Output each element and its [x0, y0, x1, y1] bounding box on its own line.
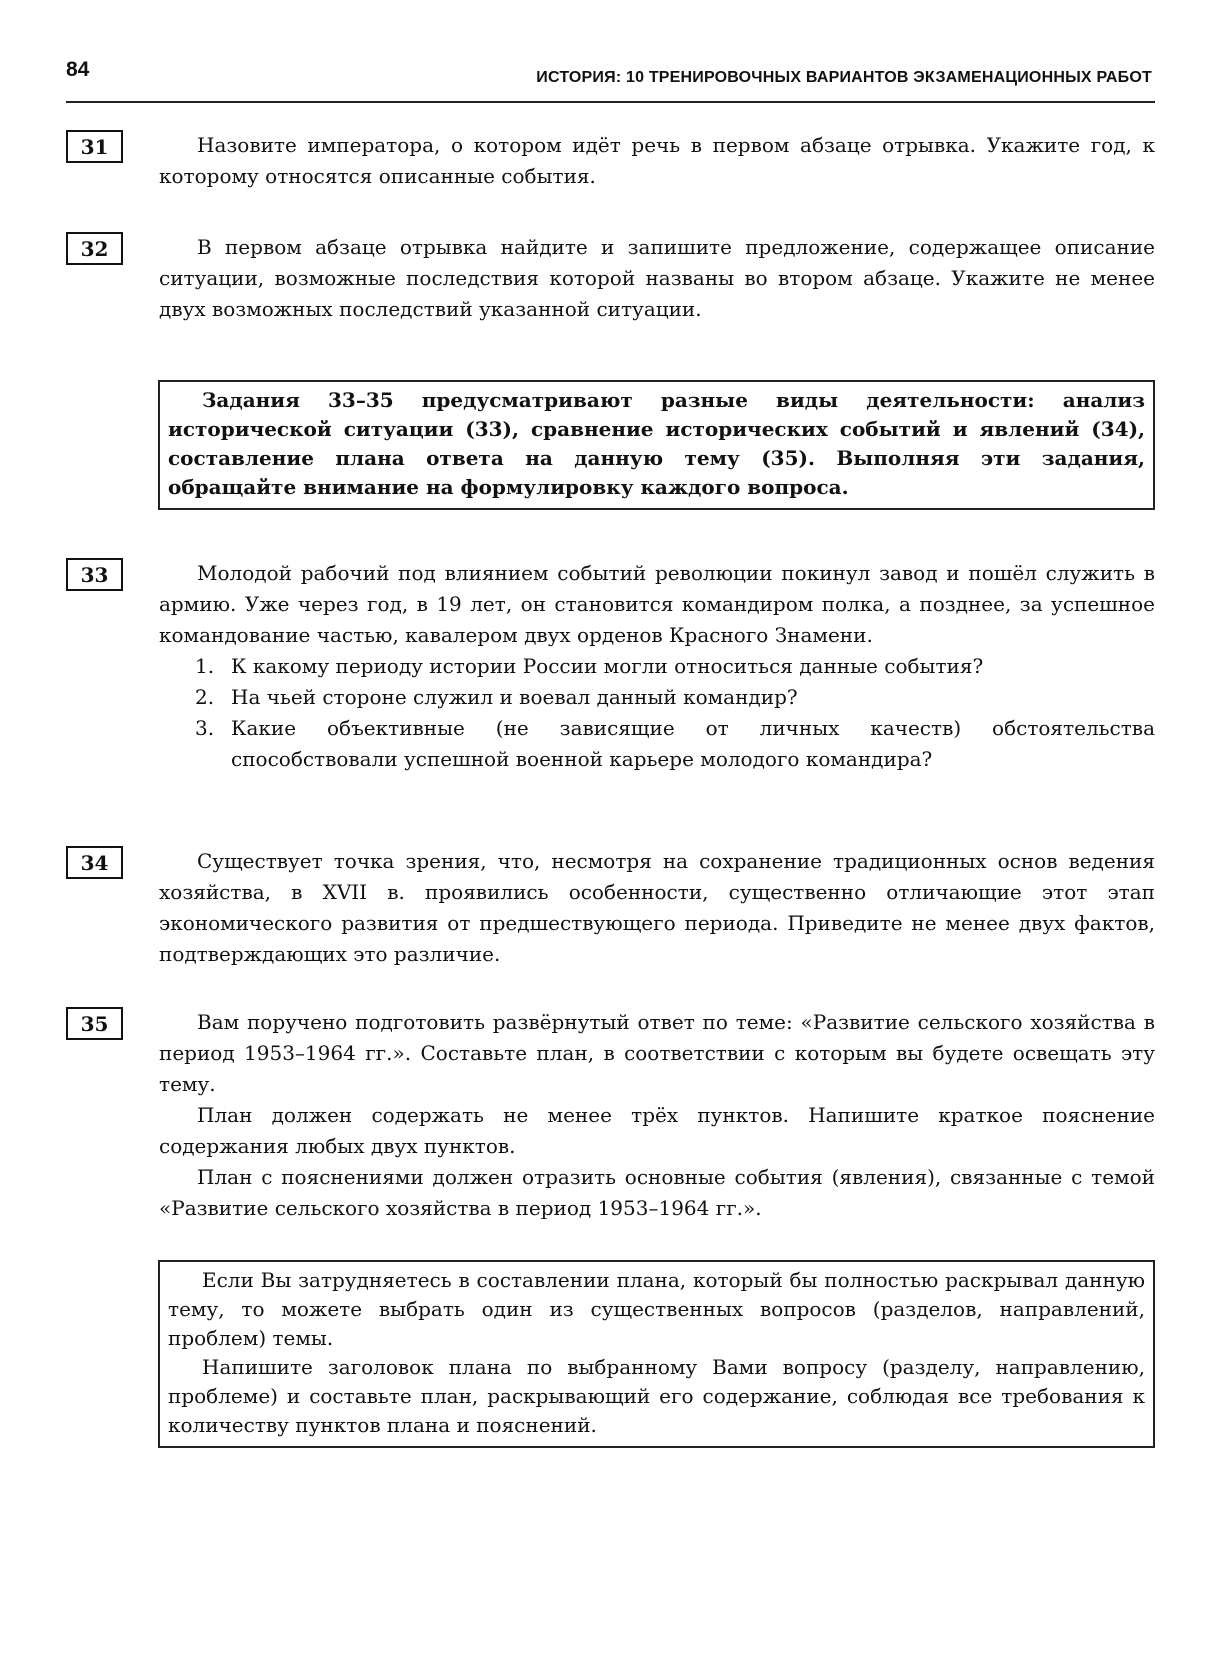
page-number: 84 — [66, 58, 90, 81]
list-item — [195, 651, 1155, 682]
question-number: 3. — [195, 716, 215, 740]
task-number-box: 33 — [66, 558, 123, 591]
task-text — [159, 558, 1155, 775]
task-number-box: 31 — [66, 130, 123, 163]
question-list — [159, 651, 1155, 775]
question-text: Какие объективные (не зависящие от личных качеств) обстоятельства способствовали успешной военной карьере молодого командира? — [231, 716, 1155, 771]
notice-text: Задания 33–35 предусматривают разные виды деятельности: анализ исторической ситуации (33), сравнение исторических событий и явлений (34), составление плана ответа на данную тему (35). Выполняя эти задания, обращайте внимание на формулировку каждого вопроса. — [168, 388, 1145, 499]
task-paragraph: Назовите императора, о котором идёт речь в первом абзаце отрывка. Укажите год, к которому относятся описанные события. — [159, 133, 1155, 188]
task-text — [159, 1007, 1155, 1224]
task-paragraph: План должен содержать не менее трёх пунктов. Напишите краткое пояснение содержания любых двух пунктов. — [159, 1103, 1155, 1158]
task-number-box: 32 — [66, 232, 123, 265]
list-item — [195, 713, 1155, 775]
question-number: 1. — [195, 654, 215, 678]
notice-tasks-33-35 — [158, 380, 1155, 510]
running-head: ИСТОРИЯ: 10 ТРЕНИРОВОЧНЫХ ВАРИАНТОВ ЭКЗАМЕНАЦИОННЫХ РАБОТ — [536, 69, 1152, 86]
list-item — [195, 682, 1155, 713]
question-number: 2. — [195, 685, 215, 709]
task-text — [159, 846, 1155, 970]
task-paragraph: В первом абзаце отрывка найдите и запишите предложение, содержащее описание ситуации, возможные последствия которой названы во втором абзаце. Укажите не менее двух возможных последствий указанной ситуации. — [159, 235, 1155, 321]
task-number-box: 35 — [66, 1007, 123, 1040]
task-text — [159, 232, 1155, 325]
task-paragraph: Молодой рабочий под влиянием событий революции покинул завод и пошёл служить в армию. Уже через год, в 19 лет, он становится командиром полка, а позднее, за успешное командование частью, кавалером двух орденов Красного Знамени. — [159, 561, 1155, 647]
task-paragraph: Существует точка зрения, что, несмотря на сохранение традиционных основ ведения хозяйства, в XVII в. проявились особенности, существенно отличающие этот этап экономического развития от предшествующего периода. Приведите не менее двух фактов, подтверждающих это различие. — [159, 849, 1155, 966]
notice-text: Если Вы затрудняетесь в составлении плана, который бы полностью раскрывал данную тему, то можете выбрать один из существенных вопросов (разделов, направлений, проблем) темы. — [168, 1268, 1145, 1350]
notice-text: Напишите заголовок плана по выбранному Вами вопросу (разделу, направлению, проблеме) и составьте план, раскрывающий его содержание, соблюдая все требования к количеству пунктов плана и пояснений. — [168, 1355, 1145, 1437]
task-paragraph: Вам поручено подготовить развёрнутый ответ по теме: «Развитие сельского хозяйства в период 1953–1964 гг.». Составьте план, в соответствии с которым вы будете освещать эту тему. — [159, 1010, 1155, 1096]
question-text: На чьей стороне служил и воевал данный командир? — [231, 685, 798, 709]
question-text: К какому периоду истории России могли относиться данные события? — [231, 654, 984, 678]
header-rule — [66, 101, 1155, 103]
notice-plan-hint — [158, 1260, 1155, 1448]
task-paragraph: План с пояснениями должен отразить основные события (явления), связанные с темой «Развитие сельского хозяйства в период 1953–1964 гг.». — [159, 1165, 1155, 1220]
task-number-box: 34 — [66, 846, 123, 879]
task-text — [159, 130, 1155, 192]
